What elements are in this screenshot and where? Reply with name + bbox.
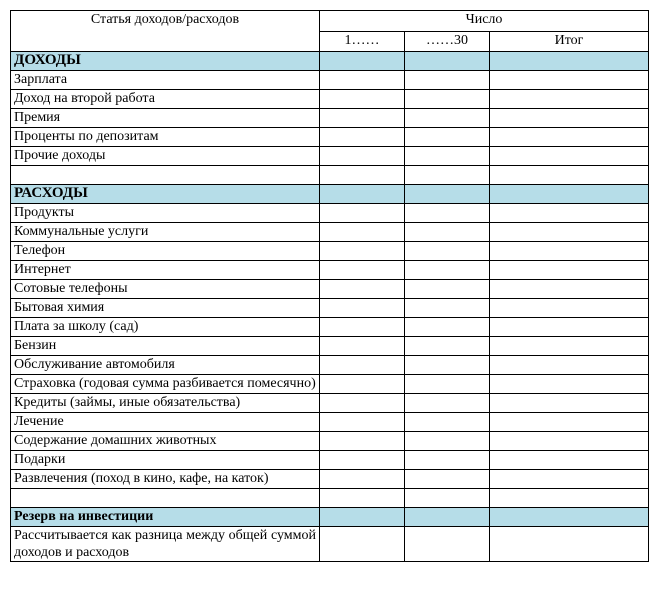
expense-row <box>11 432 649 451</box>
expense-row <box>11 261 649 280</box>
reserve-row <box>11 527 649 562</box>
reserve-description: Рассчитывается как разница между общей суммой доходов и расходов <box>11 527 320 562</box>
cell <box>490 394 649 413</box>
cell <box>320 337 405 356</box>
total-column-header: Итог <box>490 31 649 52</box>
cell <box>320 280 405 299</box>
cell <box>490 128 649 147</box>
cell <box>405 71 490 90</box>
cell <box>320 71 405 90</box>
expense-row <box>11 394 649 413</box>
header-row-1 <box>11 11 649 32</box>
cell <box>320 413 405 432</box>
expense-row <box>11 223 649 242</box>
expense-row <box>11 337 649 356</box>
income-row <box>11 147 649 166</box>
cell <box>405 394 490 413</box>
cell <box>490 527 649 562</box>
income-row-label: Премия <box>11 109 320 128</box>
expense-row <box>11 299 649 318</box>
expenses-section-title: РАСХОДЫ <box>11 185 320 204</box>
expense-row <box>11 470 649 489</box>
income-section-row <box>11 52 649 71</box>
cell <box>405 489 490 508</box>
cell <box>320 318 405 337</box>
cell <box>490 242 649 261</box>
cell <box>405 128 490 147</box>
budget-table <box>10 10 649 562</box>
income-row <box>11 90 649 109</box>
cell <box>405 299 490 318</box>
day-last-column-header: ……30 <box>405 31 490 52</box>
day-first-column-header: 1…… <box>320 31 405 52</box>
expense-row <box>11 451 649 470</box>
cell <box>405 223 490 242</box>
expense-row-label: Бензин <box>11 337 320 356</box>
item-column-header: Статья доходов/расходов <box>11 11 320 52</box>
cell <box>405 166 490 185</box>
income-row-label: Проценты по депозитам <box>11 128 320 147</box>
income-row <box>11 71 649 90</box>
cell <box>405 375 490 394</box>
cell <box>405 185 490 204</box>
cell <box>320 223 405 242</box>
expense-row-label: Страховка (годовая сумма разбивается помесячно) <box>11 375 320 394</box>
cell <box>490 337 649 356</box>
cell <box>490 356 649 375</box>
cell <box>320 109 405 128</box>
expense-row-label: Сотовые телефоны <box>11 280 320 299</box>
cell <box>490 261 649 280</box>
cell <box>405 52 490 71</box>
expense-row-label: Развлечения (поход в кино, кафе, на каток) <box>11 470 320 489</box>
cell <box>405 356 490 375</box>
cell <box>320 261 405 280</box>
cell <box>490 413 649 432</box>
cell <box>405 527 490 562</box>
cell <box>490 147 649 166</box>
income-section-title: ДОХОДЫ <box>11 52 320 71</box>
expense-row-label: Плата за школу (сад) <box>11 318 320 337</box>
income-row-label: Прочие доходы <box>11 147 320 166</box>
income-row <box>11 128 649 147</box>
cell <box>405 147 490 166</box>
expense-row <box>11 375 649 394</box>
cell <box>320 52 405 71</box>
cell <box>405 413 490 432</box>
reserve-section-row <box>11 508 649 527</box>
expense-row-label: Обслуживание автомобиля <box>11 356 320 375</box>
expense-row <box>11 204 649 223</box>
cell <box>320 394 405 413</box>
cell <box>320 375 405 394</box>
cell <box>320 527 405 562</box>
cell <box>490 223 649 242</box>
cell <box>490 280 649 299</box>
cell <box>490 375 649 394</box>
cell <box>405 242 490 261</box>
expense-row-label: Содержание домашних животных <box>11 432 320 451</box>
income-row <box>11 166 649 185</box>
cell <box>490 470 649 489</box>
cell <box>490 90 649 109</box>
income-row-label: Доход на второй работа <box>11 90 320 109</box>
cell <box>320 185 405 204</box>
cell <box>490 166 649 185</box>
cell <box>490 318 649 337</box>
cell <box>490 52 649 71</box>
expense-row <box>11 242 649 261</box>
expense-row-label: Коммунальные услуги <box>11 223 320 242</box>
cell <box>405 261 490 280</box>
cell <box>490 432 649 451</box>
income-row-label <box>11 166 320 185</box>
expenses-section-row <box>11 185 649 204</box>
cell <box>320 204 405 223</box>
expense-row-label: Бытовая химия <box>11 299 320 318</box>
cell <box>320 90 405 109</box>
expense-row-label: Подарки <box>11 451 320 470</box>
expense-row <box>11 280 649 299</box>
cell <box>320 451 405 470</box>
cell <box>405 204 490 223</box>
cell <box>490 451 649 470</box>
expense-row <box>11 318 649 337</box>
cell <box>405 109 490 128</box>
cell <box>320 356 405 375</box>
cell <box>320 242 405 261</box>
expense-row-label: Телефон <box>11 242 320 261</box>
expense-row <box>11 356 649 375</box>
cell <box>405 508 490 527</box>
cell <box>490 204 649 223</box>
cell <box>320 508 405 527</box>
cell <box>490 71 649 90</box>
cell <box>405 451 490 470</box>
income-row <box>11 109 649 128</box>
expense-row-label <box>11 489 320 508</box>
income-row-label: Зарплата <box>11 71 320 90</box>
cell <box>405 432 490 451</box>
cell <box>320 166 405 185</box>
expense-row-label: Лечение <box>11 413 320 432</box>
cell <box>490 299 649 318</box>
expense-row <box>11 413 649 432</box>
cell <box>320 299 405 318</box>
cell <box>405 337 490 356</box>
cell <box>405 280 490 299</box>
cell <box>405 470 490 489</box>
cell <box>490 508 649 527</box>
cell <box>320 432 405 451</box>
cell <box>490 109 649 128</box>
cell <box>320 489 405 508</box>
expense-row-label: Кредиты (займы, иные обязательства) <box>11 394 320 413</box>
expense-row-label: Интернет <box>11 261 320 280</box>
expense-row-label: Продукты <box>11 204 320 223</box>
cell <box>405 90 490 109</box>
cell <box>490 185 649 204</box>
reserve-section-title: Резерв на инвестиции <box>11 508 320 527</box>
cell <box>320 128 405 147</box>
expense-row <box>11 489 649 508</box>
cell <box>490 489 649 508</box>
cell <box>320 147 405 166</box>
cell <box>405 318 490 337</box>
cell <box>320 470 405 489</box>
number-column-header: Число <box>320 11 649 32</box>
